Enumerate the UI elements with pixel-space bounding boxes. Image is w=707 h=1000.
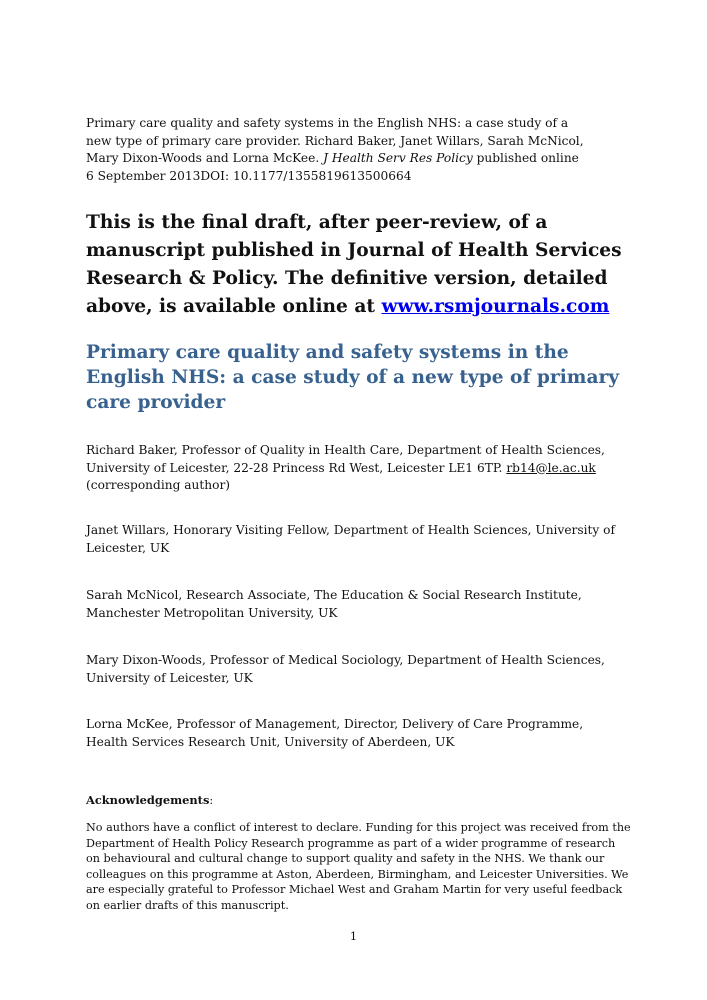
author-baker [86, 442, 626, 495]
page-number: 1 [349, 929, 358, 943]
author-mcnicol: Sarah McNicol, Research Associate, The Education & Social Research Institute, Manchester Metropolitan University, UK [86, 588, 582, 620]
author-email-link[interactable]: rb14@le.ac.uk [506, 460, 596, 475]
author-baker-text: Richard Baker, Professor of Quality in Health Care, Department of Health Sciences, University of Leicester, 22-28 Princess Rd West, Leicester LE1 6TP. [86, 443, 605, 475]
article-title: Primary care quality and safety systems in the English NHS: a case study of a new type of primary care provider [86, 342, 620, 413]
version-notice [86, 209, 646, 321]
acknowledgements-heading [86, 793, 213, 807]
author-dixon-woods: Mary Dixon-Woods, Professor of Medical Sociology, Department of Health Sciences, University of Leicester, UK [86, 653, 605, 685]
citation-published: published online 6 September 2013DOI: 10.1177/1355819613500664 [86, 151, 579, 183]
notice-text: This is the final draft, after peer-review, of a manuscript published in Journal of Health Services Research & Policy. The definitive version, detailed above, is available online at [86, 212, 622, 317]
journal-link[interactable]: www.rsmjournals.com [381, 296, 610, 317]
corresponding-note: (corresponding author) [86, 478, 231, 492]
acknowledgements-heading-text: Acknowledgements [86, 793, 210, 807]
author-mckee: Lorna McKee, Professor of Management, Director, Delivery of Care Programme, Health Services Research Unit, University of Aberdeen, UK [86, 717, 584, 749]
author-willars: Janet Willars, Honorary Visiting Fellow, Department of Health Sciences, University of Leicester, UK [86, 523, 616, 555]
citation-text: Primary care quality and safety systems in the English NHS: a case study of a new type of primary care provider. Richard Baker, Janet Willars, Sarah McNicol, Mary Dixon-Woods and Lorna McKee. [86, 116, 584, 165]
acknowledgements-colon: : [209, 793, 214, 807]
acknowledgements-body: No authors have a conflict of interest to declare. Funding for this project was received from the Department of Health Policy Research programme as part of a wider programme of research on behavioural and cultural change to support quality and safety in the NHS. We thank our colleagues on this programme at Aston, Aberdeen, Birmingham, and Leicester Universities. We are especially grateful to Professor Michael West and Graham Martin for very useful feedback on earlier drafts of this manuscript. [86, 821, 631, 912]
citation [86, 115, 586, 185]
citation-journal: J Health Serv Res Policy [323, 151, 473, 165]
